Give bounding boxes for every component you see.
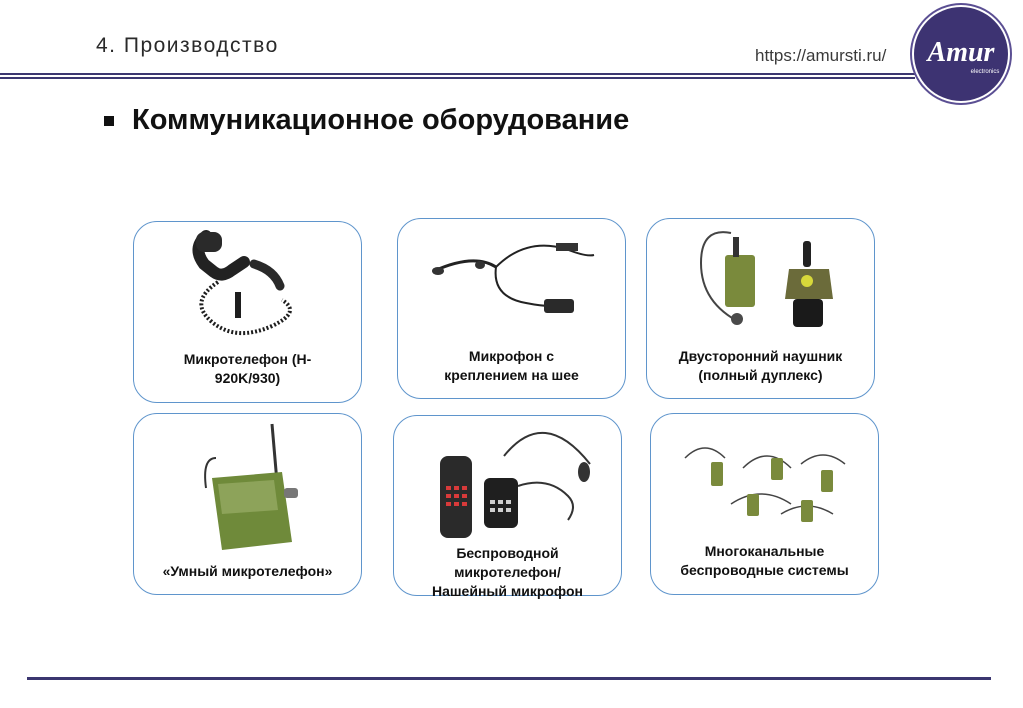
header-divider <box>0 73 915 79</box>
card-label: Многоканальные беспроводные системы <box>680 543 849 578</box>
card-label: Микрофон с креплением на шее <box>444 348 579 383</box>
card-label: Микротелефон (Н- 920K/930) <box>183 351 312 386</box>
logo-graphic <box>914 7 1008 101</box>
card-smart-handset[interactable] <box>133 413 362 595</box>
card-label: Беспроводной микротелефон/ Нашейный микрофон <box>431 545 583 599</box>
square-bullet-icon <box>104 116 114 126</box>
section-title: 4. Производство <box>96 34 279 57</box>
card-handset[interactable] <box>133 221 362 403</box>
card-throat-mic[interactable] <box>397 218 626 399</box>
site-url[interactable]: https://amursti.ru/ <box>755 46 887 65</box>
card-label: Двусторонний наушник (полный дуплекс) <box>678 348 843 383</box>
svg-text:Amur: Amur <box>927 37 995 68</box>
page-heading <box>104 104 629 137</box>
footer-divider <box>27 677 991 680</box>
amur-logo[interactable] <box>914 7 1008 101</box>
page-heading-text: Коммуникационное оборудование <box>132 104 630 136</box>
card-label: «Умный микротелефон» <box>162 563 333 579</box>
card-duplex-headset[interactable] <box>646 218 875 399</box>
card-multichannel-system[interactable] <box>650 413 879 595</box>
card-wireless-handset[interactable] <box>393 415 622 599</box>
svg-text:electronics: electronics <box>970 69 1000 75</box>
